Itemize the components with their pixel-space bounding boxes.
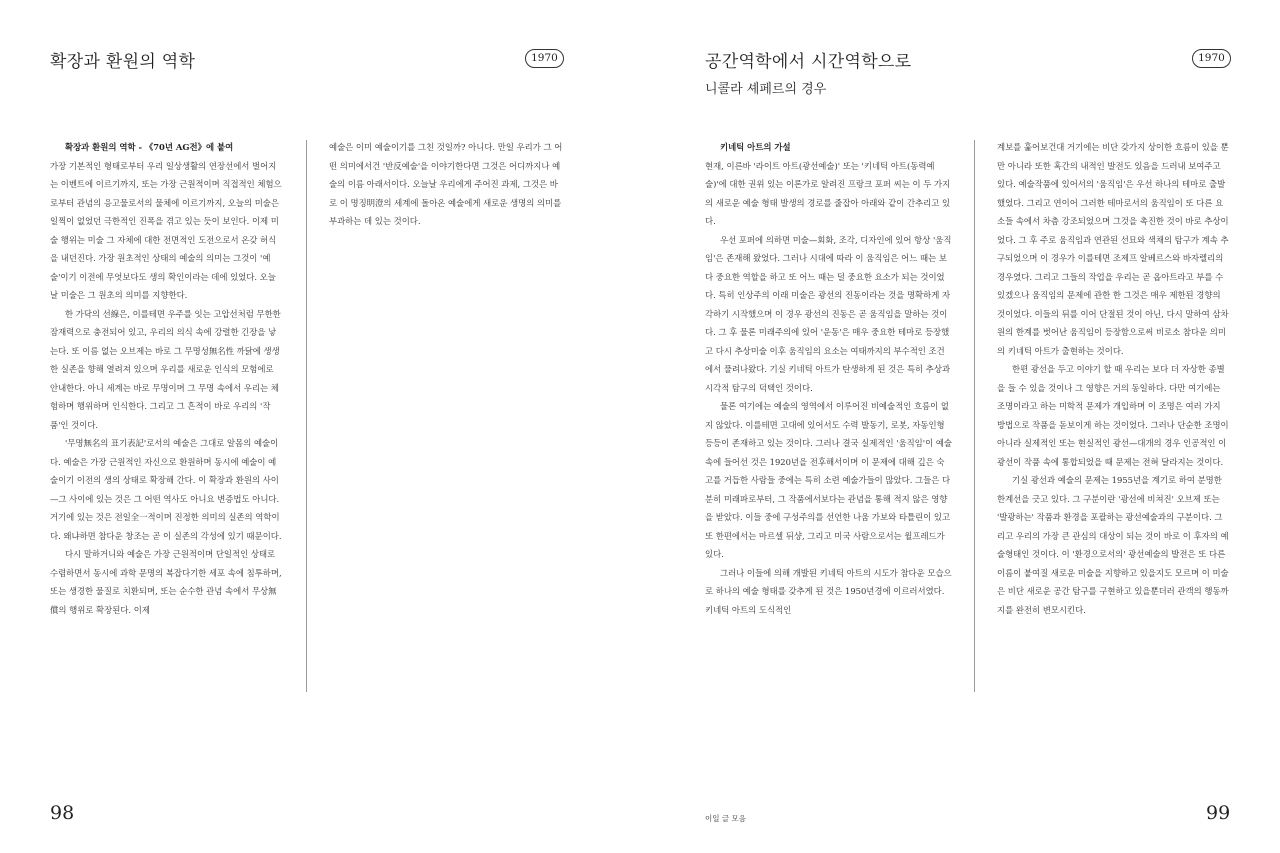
left-column-1-paragraph: '무명無名의 표기表記'로서의 예술은 그대로 알몸의 예술이다. 예술은 가장 근원적인 자신으로 환원하며 동시에 예술이 예술이기 이전의 생의 상태로 확장해 간다. 이 확장과 환원의 사이—그 사이에 있는 것은 그 어떤 역사도 아니요 변증법도 아니다. 거기에 있는 것은 전일全一적이며 진정한 의미의 실존의 역학이다. 왜냐하면 참다운 창조는 곧 이 실존의 각성에 있기 때문이다. <box>50 438 282 541</box>
right-column-divider <box>974 140 975 692</box>
right-column-1-paragraph: 우선 포퍼에 의하면 미술—회화, 조각, 디자인에 있어 항상 '움직임'은 존재해 왔었다. 그러나 시대에 따라 이 움직임은 어느 때는 보다 중요한 역할을 하고 또 어느 때는 덜 중요한 요소가 되는 것이었다. 특히 인상주의 이래 미술은 광선의 진동이라는 것을 명확하게 자각하기 시작했으며 이 경우 광선의 진동은 곧 움직임을 말하는 것이다. 그 후 물론 미래주의에 있어 '운동'은 매우 중요한 테마로 등장했고 다시 추상미술 이후 움직임의 요소는 여태까지의 부수적인 조건에서 풀려나왔다. 기실 키네틱 아트가 탄생하게 된 것은 특히 추상과 시각적 탐구의 덕택인 것이다. <box>705 234 952 393</box>
right-page-title: 공간역학에서 시간역학으로 <box>705 52 912 72</box>
right-column-2-paragraph: 계보를 훑어보건대 거기에는 비단 갖가지 상이한 흐름이 있을 뿐만 아니라 또한 혹간의 내적인 발전도 있음을 드러내 보여주고 있다. 예술작품에 있어서의 '움직임'은 우선 하나의 테마로 출발했었다. 그리고 연이어 그러한 테마로서의 움직임이 또 다른 요소들 속에서 차츰 강조되었으며 그것을 촉진한 것이 바로 추상이었다. 그 후 주로 움직임과 연관된 선묘와 색채의 탐구가 계속 추구되었으며 이 경우가 이를테면 조제프 알베르스와 바자렐리의 경우였다. 그리고 그들의 작업을 우리는 곧 옵아트라고 부를 수 있겠으나 움직임의 문제에 관한 한 그것은 매우 제한된 경향의 것이었다. 이들의 뒤를 이어 단절된 것이 아닌, 다시 말하여 삼차원의 한계를 벗어난 움직임이 등장함으로써 비로소 참다운 의미의 키네틱 아트가 출현하는 것이다. <box>997 142 1229 356</box>
left-column-1 <box>50 138 282 619</box>
right-column-1-paragraph: 물론 여기에는 예술의 영역에서 이루어진 비예술적인 흐름이 없지 않았다. 이를테면 고대에 있어서도 수력 발동기, 로봇, 자동인형 등등이 존재하고 있는 것이다. 그러나 결국 실제적인 '움직임'이 예술 속에 들어선 것은 1920년을 전후해서이며 이 문제에 대해 깊은 숙고를 거듭한 사람들 중에는 특히 소련 예술가들이 많았다. 그들은 다분히 미래파로부터, 그 작품에서보다는 관념을 통해 적지 않은 영향을 받았다. 이들 중에 구성주의를 선언한 나움 가보와 타틀린이 있고 또 한편에서는 마르셀 뒤샹, 그리고 미국 사람으로서는 윌프레드가 있다. <box>705 401 952 559</box>
right-column-1 <box>705 138 952 619</box>
left-column-divider <box>306 140 307 692</box>
running-footer: 이일 글 모음 <box>705 814 746 823</box>
right-column-1-heading: 키네틱 아트의 가설 <box>720 142 791 152</box>
left-column-1-paragraph: 가장 기본적인 형태로부터 우리 일상생활의 연장선에서 벌어지는 이벤트에 이르기까지, 또는 가장 근원적이며 직접적인 체험으로부터 관념의 응고물로서의 물체에 이르기까지, 오늘의 미술은 일찍이 없었던 극한적인 진폭을 겪고 있는 듯이 보인다. 이제 미술 행위는 미술 그 자체에 대한 전면적인 도전으로서 온갖 허식을 내던진다. 가장 원초적인 상태의 예술의 의미는 그것이 '예술'이기 이전에 무엇보다도 생의 확인이라는 데에 있었다. 오늘날 미술은 그 원초의 의미를 지향한다. <box>50 160 282 300</box>
left-page-title: 확장과 환원의 역학 <box>50 52 196 72</box>
left-column-2-paragraph: 예술은 이미 예술이기를 그친 것일까? 아니다. 만일 우리가 그 어떤 의미에서건 '반反예술'을 이야기한다면 그것은 어디까지나 예술의 이름 아래서이다. 오늘날 우리에게 주어진 과제, 그것은 바로 이 명징明澄의 세계에 돌아온 예술에게 새로운 생명의 의미를 부과하는 데 있는 것이다. <box>329 142 563 226</box>
right-page-number: 99 <box>1206 802 1231 824</box>
left-column-1-paragraph: 한 가닥의 선線은, 이를테면 우주를 잇는 고압선처럼 무한한 잠재력으로 충전되어 있고, 우리의 의식 속에 강렬한 긴장을 낳는다. 또 이름 없는 오브제는 바로 그 무명성無名性 까닭에 생생한 실존을 향해 열려져 있으며 우리를 새로운 인식의 모험에로 안내한다. 아니 세계는 바로 무명이며 그 무명 속에서 우리는 체험하며 행위하며 인식한다. 그리고 그 흔적이 바로 우리의 '작품'인 것이다. <box>50 308 281 430</box>
right-column-1-paragraph: 현재, 이른바 '라이트 아트(광선예술)' 또는 '키네틱 아트(동력예술)'에 대한 권위 있는 이론가로 알려진 프랑크 포퍼 씨는 이 두 가지의 새로운 예술 형태 발생의 경로를 줄잡아 아래와 같이 간추리고 있다. <box>705 160 951 226</box>
left-year-badge: 1970 <box>525 49 564 68</box>
right-column-2-paragraph: 한편 광선을 두고 이야기 할 때 우리는 보다 더 자상한 종별을 들 수 있을 것이나 그 영향은 거의 동일하다. 다만 여기에는 조명이라고 하는 미학적 문제가 개입하며 이 조명은 여러 가지 방법으로 작품을 돋보이게 하는 것이었다. 그러나 단순한 조명이 아니라 실제적인 또는 현실적인 광선—대개의 경우 인공적인 이 광선이 작품 속에 통합되었을 때 문제는 전혀 달라지는 것이다. <box>997 364 1229 467</box>
left-page-number: 98 <box>50 802 75 824</box>
right-column-2-paragraph: 기실 광선과 예술의 문제는 1955년을 계기로 하여 분명한 한계선을 긋고 있다. 그 구분이란 '광선에 비쳐진' 오브제 또는 '발광하는' 작품과 환경을 포괄하는 광선예술과의 구분이다. 그리고 우리의 가장 큰 관심의 대상이 되는 것이 바로 이 후자의 예술형태인 것이다. 이 '환경으로서의' 광선예술의 발전은 또 다른 이름이 붙여질 새로운 미술을 지향하고 있을지도 모르며 이 미술은 비단 새로운 공간 탐구를 구현하고 있을뿐더러 관객의 행동까지를 완전히 변모시킨다. <box>997 475 1229 615</box>
left-column-1-paragraph: 다시 말하거니와 예술은 가장 근원적이며 단일적인 상태로 수렴하면서 동시에 과학 문명의 복잡다기한 세포 속에 침투하며, 또는 생경한 물질로 치환되며, 또는 순수한 관념 속에서 무상無償의 행위로 확장된다. 이제 <box>50 549 282 615</box>
right-page-subtitle: 니콜라 셰페르의 경우 <box>705 82 827 97</box>
right-column-2 <box>997 138 1229 619</box>
left-column-1-heading: 확장과 환원의 역학 - 《70년 AG전》에 붙여 <box>65 142 234 152</box>
right-column-1-paragraph: 그러나 이들에 의해 개발된 키네틱 아트의 시도가 참다운 모습으로 하나의 예술 형태를 갖추게 된 것은 1950년경에 이르러서였다. 키네틱 아트의 도식적인 <box>705 567 952 615</box>
right-year-badge: 1970 <box>1192 49 1231 68</box>
left-column-2 <box>329 138 565 231</box>
